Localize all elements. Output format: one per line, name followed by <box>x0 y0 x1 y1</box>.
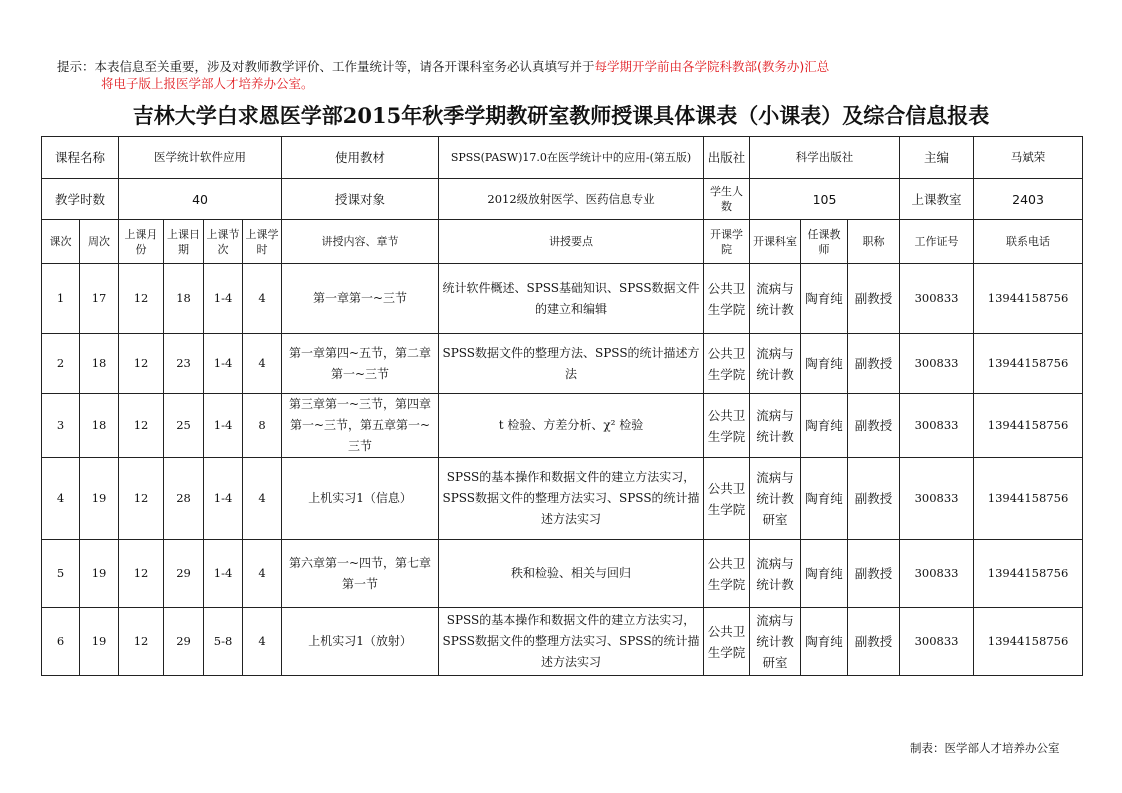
audience-label: 授课对象 <box>282 179 439 220</box>
cell-text: 3 <box>56 418 65 432</box>
cell-phone <box>974 458 1083 540</box>
cell-month <box>119 458 164 540</box>
cell-teacher <box>801 458 848 540</box>
column-header: 上课月份 <box>119 220 164 264</box>
cell-text: 17 <box>91 291 107 305</box>
footer-note: 制表：医学部人才培养办公室 <box>910 741 1060 755</box>
column-header: 课次 <box>42 220 80 264</box>
cell-text: 2 <box>56 356 65 370</box>
cell-phone <box>974 334 1083 394</box>
column-header: 任课教师 <box>801 220 848 264</box>
cell-teacher <box>801 334 848 394</box>
cell-text: 公共卫生学院 <box>707 280 746 317</box>
cell-text: 1-4 <box>213 491 233 505</box>
cell-title <box>848 264 900 334</box>
page-title: 吉林大学白求恩医学部2015年秋季学期教研室教师授课具体课表（小课表）及综合信息报表 <box>132 103 990 128</box>
cell-text: 8 <box>258 418 266 432</box>
cell-phone <box>974 264 1083 334</box>
cell-content <box>282 458 439 540</box>
cell-text: 12 <box>133 491 149 505</box>
info-row-1 <box>42 137 1083 179</box>
cell-college <box>704 458 750 540</box>
cell-text: 29 <box>176 634 191 648</box>
course-name: 医学统计软件应用 <box>119 137 282 179</box>
cell-id <box>900 394 974 458</box>
cell-text: 4 <box>258 566 266 580</box>
cell-text: 第三章第一~三节，第四章第一~三节，第五章第一~三节 <box>288 397 432 453</box>
cell-text: 4 <box>258 356 266 370</box>
cell-text: 13944158756 <box>987 566 1069 580</box>
cell-text: 12 <box>133 291 149 305</box>
cell-content <box>282 540 439 608</box>
notice <box>57 58 829 92</box>
cell-teacher <box>801 608 848 676</box>
cell-id <box>900 540 974 608</box>
cell-id <box>900 334 974 394</box>
cell-text: 陶育纯 <box>805 418 843 433</box>
cell-day <box>164 608 204 676</box>
cell-text: 300833 <box>914 291 959 305</box>
cell-text: 1-4 <box>213 356 233 370</box>
cell-text: 流病与统计教 <box>756 407 794 444</box>
cell-week <box>80 458 119 540</box>
cell-text: 4 <box>258 491 266 505</box>
cell-teacher <box>801 394 848 458</box>
cell-text: 12 <box>133 566 149 580</box>
cell-points <box>439 458 704 540</box>
cell-content <box>282 394 439 458</box>
cell-text: 统计软件概述、SPSS基础知识、SPSS数据文件的建立和编辑 <box>442 280 700 316</box>
cell-text: 副教授 <box>854 566 893 581</box>
cell-content <box>282 334 439 394</box>
cell-slot <box>204 264 243 334</box>
cell-points <box>439 334 704 394</box>
cell-text: 陶育纯 <box>805 291 843 306</box>
table-row <box>42 334 1083 394</box>
cell-slot <box>204 394 243 458</box>
cell-dept <box>750 334 801 394</box>
cell-text: 18 <box>176 291 191 305</box>
cell-day <box>164 334 204 394</box>
cell-text: t 检验、方差分析、χ² 检验 <box>498 418 644 432</box>
cell-college <box>704 394 750 458</box>
cell-title <box>848 334 900 394</box>
cell-text: SPSS数据文件的整理方法、SPSS的统计描述方法 <box>442 345 700 381</box>
column-header: 联系电话 <box>974 220 1083 264</box>
publisher-label: 出版社 <box>704 137 750 179</box>
cell-text: 19 <box>91 491 107 505</box>
cell-text: 13944158756 <box>987 418 1069 432</box>
cell-text: 1-4 <box>213 291 233 305</box>
cell-week <box>80 608 119 676</box>
cell-text: 1-4 <box>213 566 233 580</box>
cell-text: 4 <box>258 634 266 648</box>
cell-dept <box>750 540 801 608</box>
editor-name: 马斌荣 <box>974 137 1083 179</box>
cell-title <box>848 608 900 676</box>
cell-month <box>119 264 164 334</box>
hours-label: 教学时数 <box>42 179 119 220</box>
cell-dept <box>750 264 801 334</box>
cell-phone <box>974 540 1083 608</box>
cell-id <box>900 608 974 676</box>
cell-id <box>900 458 974 540</box>
cell-hrs <box>243 334 282 394</box>
cell-text: 公共卫生学院 <box>707 480 746 517</box>
textbook-name: SPSS(PASW)17.0在医学统计中的应用-(第五版) <box>439 137 704 179</box>
column-header: 开课学院 <box>704 220 750 264</box>
header-row <box>42 220 1083 264</box>
cell-title <box>848 394 900 458</box>
column-header: 讲授要点 <box>439 220 704 264</box>
table-row <box>42 458 1083 540</box>
column-header: 上课日期 <box>164 220 204 264</box>
cell-text: 第一章第一~三节 <box>312 291 408 305</box>
column-header: 周次 <box>80 220 119 264</box>
students-value: 105 <box>750 179 900 220</box>
cell-dept <box>750 394 801 458</box>
cell-id <box>900 264 974 334</box>
cell-week <box>80 394 119 458</box>
cell-text: 流病与统计教研室 <box>756 613 794 670</box>
column-header: 开课科室 <box>750 220 801 264</box>
cell-text: 300833 <box>914 418 959 432</box>
cell-text: 流病与统计教 <box>756 345 794 382</box>
cell-text: 13944158756 <box>987 356 1069 370</box>
cell-text: 1 <box>56 291 65 305</box>
cell-college <box>704 540 750 608</box>
cell-week <box>80 540 119 608</box>
cell-slot <box>204 334 243 394</box>
table-row <box>42 264 1083 334</box>
cell-day <box>164 264 204 334</box>
cell-text: 上机实习1（放射） <box>308 634 412 648</box>
cell-points <box>439 608 704 676</box>
cell-slot <box>204 540 243 608</box>
cell-hrs <box>243 608 282 676</box>
cell-month <box>119 334 164 394</box>
cell-text: 5 <box>56 566 65 580</box>
cell-text: 28 <box>176 491 191 505</box>
cell-text: 公共卫生学院 <box>707 555 746 592</box>
cell-month <box>119 394 164 458</box>
cell-text: 12 <box>133 356 149 370</box>
cell-text: 300833 <box>914 356 959 370</box>
audience-value: 2012级放射医学、医药信息专业 <box>439 179 704 220</box>
cell-text: 4 <box>258 291 266 305</box>
cell-hrs <box>243 458 282 540</box>
column-header: 上课学时 <box>243 220 282 264</box>
notice-text: 提示：本表信息至关重要，涉及对教师教学评价、工作量统计等，请各开课科室务必认真填写并于 <box>57 59 595 74</box>
cell-text: 秩和检验、相关与回归 <box>511 566 632 580</box>
cell-n <box>42 334 80 394</box>
cell-text: 流病与统计教 <box>756 280 794 317</box>
textbook-label: 使用教材 <box>282 137 439 179</box>
cell-month <box>119 608 164 676</box>
notice-highlight: 每学期开学前由各学院科教部(教务办)汇总 <box>594 59 830 74</box>
cell-text: 4 <box>56 491 65 505</box>
cell-points <box>439 540 704 608</box>
cell-text: 12 <box>133 634 149 648</box>
cell-text: 副教授 <box>854 356 893 371</box>
cell-text: 23 <box>176 356 191 370</box>
cell-text: 陶育纯 <box>805 634 843 649</box>
cell-text: 陶育纯 <box>805 356 843 371</box>
cell-hrs <box>243 540 282 608</box>
cell-content <box>282 264 439 334</box>
cell-text: 公共卫生学院 <box>707 407 746 444</box>
cell-dept <box>750 608 801 676</box>
column-header: 工作证号 <box>900 220 974 264</box>
table-row <box>42 540 1083 608</box>
cell-text: 13944158756 <box>987 634 1069 648</box>
cell-text: 副教授 <box>854 291 893 306</box>
cell-college <box>704 334 750 394</box>
cell-title <box>848 540 900 608</box>
table-row <box>42 608 1083 676</box>
cell-text: 18 <box>91 356 107 370</box>
course-label: 课程名称 <box>42 137 119 179</box>
cell-text: SPSS的基本操作和数据文件的建立方法实习，SPSS数据文件的整理方法实习、SPSS的统计描述方法实习 <box>442 470 700 526</box>
cell-phone <box>974 394 1083 458</box>
cell-points <box>439 264 704 334</box>
cell-text: 300833 <box>914 634 959 648</box>
schedule-table <box>41 136 1083 676</box>
cell-n <box>42 608 80 676</box>
cell-title <box>848 458 900 540</box>
cell-text: SPSS的基本操作和数据文件的建立方法实习，SPSS数据文件的整理方法实习、SPSS的统计描述方法实习 <box>442 613 700 669</box>
cell-text: 副教授 <box>854 634 893 649</box>
notice-line2: 将电子版上报医学部人才培养办公室。 <box>101 76 314 91</box>
cell-week <box>80 264 119 334</box>
cell-text: 1-4 <box>213 418 233 432</box>
cell-text: 13944158756 <box>987 491 1069 505</box>
cell-text: 19 <box>91 566 107 580</box>
cell-points <box>439 394 704 458</box>
column-header: 职称 <box>848 220 900 264</box>
cell-text: 流病与统计教研室 <box>756 470 794 527</box>
cell-n <box>42 394 80 458</box>
table-row <box>42 394 1083 458</box>
cell-n <box>42 458 80 540</box>
cell-teacher <box>801 540 848 608</box>
students-label: 学生人数 <box>704 179 750 220</box>
editor-label: 主编 <box>900 137 974 179</box>
cell-slot <box>204 458 243 540</box>
cell-n <box>42 540 80 608</box>
cell-text: 29 <box>176 566 191 580</box>
info-row-2 <box>42 179 1083 220</box>
cell-text: 300833 <box>914 566 959 580</box>
room-value: 2403 <box>974 179 1083 220</box>
cell-day <box>164 540 204 608</box>
cell-hrs <box>243 264 282 334</box>
publisher-name: 科学出版社 <box>750 137 900 179</box>
room-label: 上课教室 <box>900 179 974 220</box>
cell-text: 陶育纯 <box>805 491 843 506</box>
cell-text: 19 <box>91 634 107 648</box>
cell-content <box>282 608 439 676</box>
cell-n <box>42 264 80 334</box>
cell-week <box>80 334 119 394</box>
cell-day <box>164 458 204 540</box>
cell-text: 上机实习1（信息） <box>308 491 412 505</box>
cell-text: 公共卫生学院 <box>707 345 746 382</box>
cell-day <box>164 394 204 458</box>
cell-college <box>704 608 750 676</box>
cell-hrs <box>243 394 282 458</box>
cell-text: 12 <box>133 418 149 432</box>
cell-text: 13944158756 <box>987 291 1069 305</box>
cell-text: 陶育纯 <box>805 566 843 581</box>
cell-text: 流病与统计教 <box>756 555 794 592</box>
cell-text: 第六章第一~四节，第七章第一节 <box>288 555 432 591</box>
cell-phone <box>974 608 1083 676</box>
cell-text: 6 <box>56 634 65 648</box>
cell-dept <box>750 458 801 540</box>
cell-text: 副教授 <box>854 418 893 433</box>
cell-teacher <box>801 264 848 334</box>
cell-month <box>119 540 164 608</box>
cell-text: 25 <box>176 418 191 432</box>
cell-text: 5-8 <box>213 634 233 648</box>
cell-text: 18 <box>91 418 107 432</box>
cell-text: 副教授 <box>854 491 893 506</box>
hours-value: 40 <box>119 179 282 220</box>
cell-college <box>704 264 750 334</box>
column-header: 上课节次 <box>204 220 243 264</box>
cell-text: 公共卫生学院 <box>707 623 746 660</box>
cell-text: 第一章第四~五节，第二章第一~三节 <box>288 345 432 381</box>
cell-text: 300833 <box>914 491 959 505</box>
cell-slot <box>204 608 243 676</box>
column-header: 讲授内容、章节 <box>282 220 439 264</box>
